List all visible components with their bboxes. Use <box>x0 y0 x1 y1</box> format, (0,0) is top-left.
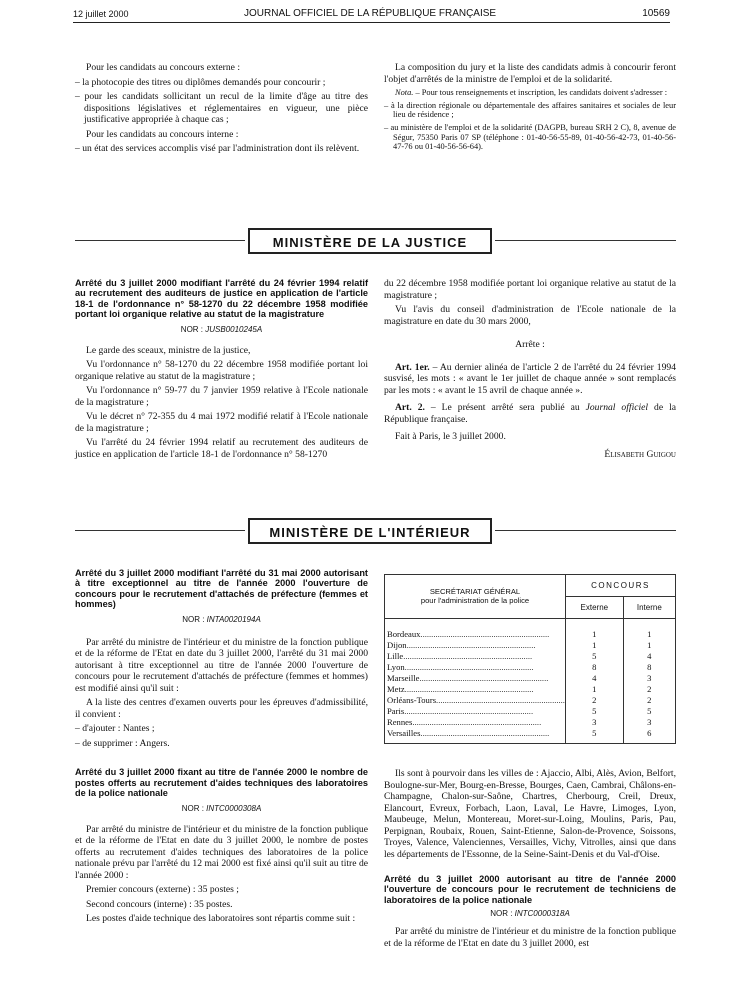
city-cell <box>385 662 566 673</box>
interne-cell: 5 <box>623 706 675 717</box>
candidats-line: – un état des services accomplis visé par l'administration dont ils relèvent. <box>75 143 360 154</box>
externe-cell: 4 <box>565 673 623 684</box>
interieur-left <box>75 568 368 928</box>
table-row <box>385 640 676 651</box>
section-rule-right <box>495 240 676 241</box>
city-cell <box>385 706 566 717</box>
externe-cell: 3 <box>565 717 623 728</box>
interne-cell: 8 <box>623 662 675 673</box>
table-row <box>385 662 676 673</box>
aides-nor-code: INTC0000308A <box>206 804 262 814</box>
city-cell <box>385 728 566 744</box>
table-row <box>385 706 676 717</box>
arrete-label: Arrête : <box>515 339 545 350</box>
city-name: Dijon <box>387 640 407 650</box>
section-rule-left <box>75 240 245 241</box>
candidats-line: – la photocopie des titres ou diplômes demandés pour concourir ; <box>75 76 326 88</box>
externe-cell: 8 <box>565 662 623 673</box>
techniciens-nor: NOR : INTC0000318A <box>490 908 570 918</box>
journal-title: JOURNAL OFFICIEL DE LA RÉPUBLIQUE FRANÇAISE <box>244 8 497 19</box>
attaches-paragraph: – d'ajouter : Nantes ; <box>75 723 155 735</box>
externe-cell: 5 <box>565 651 623 662</box>
techniciens-body: Par arrêté du ministre de l'intérieur et du ministre de la fonction publique et de la réforme de l'Etat en date du 3 juillet 2000, est <box>384 926 676 949</box>
top-right-text <box>384 62 676 155</box>
table-row <box>385 695 676 706</box>
city-name: Lille <box>387 651 404 661</box>
nota-paragraph <box>384 88 676 98</box>
leader-dots: ............................................................ <box>420 728 550 738</box>
art1-label: Art. 1er. <box>395 361 430 373</box>
nota-item: – à la direction régionale ou départementale des affaires sanitaires et sociales de leur lieu de résidence ; <box>384 100 676 120</box>
city-cell <box>385 695 566 706</box>
justice-right <box>384 278 676 463</box>
aides-paragraph: Par arrêté du ministre de l'intérieur et du ministre de la fonction publique et de la réforme de l'Etat en date du 3 juillet 2000, le nombre de postes offerts au recrutement d'aides techniques des laboratoires de la police nationale prévu par l'arrêté du 12 mai 2000 est fixé ainsi qu'il suit au titre de l'année 2000 : <box>75 823 368 881</box>
leader-dots: ............................................................ <box>404 684 534 694</box>
visa-paragraph: Vu l'ordonnance n° 59-77 du 7 janvier 1959 relative à l'Ecole nationale de la magistrature ; <box>75 385 368 408</box>
attaches-nor-code: INTA0020194A <box>206 615 261 625</box>
visa-paragraph: Vu le décret n° 72-355 du 4 mai 1972 modifié relatif à l'Ecole nationale de la magistrature ; <box>75 411 368 434</box>
table-row <box>385 717 676 728</box>
attaches-paragraph: – de supprimer : Angers. <box>75 737 170 749</box>
sg-header: SECRÉTARIAT GÉNÉRAL pour l'administration de la police <box>385 575 566 619</box>
villes-paragraph: Ils sont à pourvoir dans les villes de : Ajaccio, Albi, Alès, Avion, Belfort, Boulogne-sur-Mer, Bourg-en-Bresse, Bourges, Caen, Cambrai, Châlons-en-Champagne, Chalon-sur-Saône, Chartres, Cherbourg, Creil, Dreux, Elancourt, Evreux, Forbach, Laon, Laval, Le Havre, Limoges, Lyon, Maubeuge, Melun, Montereau, Moret-sur-Loing, Moulins, Paris, Pau, Perpignan, Roubaix, Rouen, Saint-Etienne, Salon-de-Provence, Soissons, Troyes, Valence, Valenciennes, Versailles, Vichy, Vitrolles, ainsi que dans les départements de l'Essonne, de la Seine-Saint-Denis et du Val-d'Oise. <box>384 768 676 860</box>
article-1 <box>384 362 676 397</box>
table-row <box>385 684 676 695</box>
leader-dots: ............................................................ <box>404 662 534 672</box>
nota-text: – Pour tous renseignements et inscription, les candidats doivent s'adresser : <box>413 88 668 97</box>
aides-paragraph: Les postes d'aide technique des laboratoires sont répartis comme suit : <box>86 913 356 925</box>
signature: Élisabeth Guigou <box>604 448 676 460</box>
externe-cell: 1 <box>565 640 623 651</box>
concours-rows <box>385 619 676 744</box>
justice-nor-code: JUSB0010245A <box>205 325 263 335</box>
interne-cell: 3 <box>623 673 675 684</box>
nota-item: – au ministère de l'emploi et de la solidarité (DAGPB, bureau SRH 2 C), 8, avenue de Ségur, 75350 Paris 07 SP (téléphone : 01-40-56-55-89, 01-40-56-42-73, 01-40-56-47-76 ou 01-40-56-56-64). <box>384 122 676 152</box>
attaches-arrete-title: Arrêté du 3 juillet 2000 modifiant l'arrêté du 31 mai 2000 autorisant à titre exceptionnel au titre de l'année 2000 l'ouverture de concours pour le recrutement d'attachés de préfecture (femmes et hommes) <box>75 568 368 609</box>
city-name: Paris <box>387 706 405 716</box>
city-cell <box>385 684 566 695</box>
city-name: Marseille <box>387 673 420 683</box>
candidats-line: Pour les candidats au concours interne : <box>86 128 239 140</box>
table-row <box>385 673 676 684</box>
section-heading-interieur: MINISTÈRE DE L'INTÉRIEUR <box>248 518 492 544</box>
city-cell <box>385 651 566 662</box>
table-row <box>385 651 676 662</box>
page-number: 10569 <box>642 8 670 19</box>
interne-cell: 3 <box>623 717 675 728</box>
city-name: Orléans-Tours <box>387 695 437 705</box>
interne-header: Interne <box>623 597 675 619</box>
top-left-text <box>75 62 368 158</box>
aides-arrete-title: Arrêté du 3 juillet 2000 fixant au titre de l'année 2000 le nombre de postes offerts au recrutement d'aides techniques des laboratoires de la police nationale <box>75 767 368 798</box>
city-name: Metz <box>387 684 405 694</box>
aides-body <box>75 824 368 925</box>
leader-dots: ............................................................ <box>403 651 533 661</box>
justice-left <box>75 278 368 463</box>
table-row <box>385 619 676 641</box>
fait-a-paris: Fait à Paris, le 3 juillet 2000. <box>395 431 506 442</box>
header-rule <box>73 22 670 23</box>
concours-table <box>384 574 676 744</box>
interne-cell: 2 <box>623 695 675 706</box>
art1-text: – Au dernier alinéa de l'article 2 de l'arrêté du 24 février 1994 susvisé, les mots : « avant le 1er juillet de chaque année » sont remplacés par les mots : « avant le 15 avril de chaque année ». <box>384 361 676 396</box>
section-heading-justice: MINISTÈRE DE LA JUSTICE <box>248 228 492 254</box>
concours-header: CONCOURS <box>565 575 675 597</box>
nota-list <box>384 101 676 152</box>
attaches-paragraph: A la liste des centres d'examen ouverts pour les épreuves d'admissibilité, il convient : <box>75 697 368 720</box>
city-cell <box>385 673 566 684</box>
justice-arrete-title: Arrêté du 3 juillet 2000 modifiant l'arrêté du 24 février 1994 relatif au recrutement des auditeurs de justice en application de l'article 18-1 de l'ordonnance n° 58-1270 du 22 décembre 1958 modifiée portant loi organique relative au statut de la magistrature <box>75 278 368 319</box>
justice-visas <box>75 345 368 461</box>
article-2: Art. 2. – Le présent arrêté sera publié au Journal officiel de la République française. <box>384 402 676 425</box>
city-name: Lyon <box>387 662 405 672</box>
city-name: Versailles <box>387 728 421 738</box>
leader-dots: ............................................................ <box>404 706 534 716</box>
aides-paragraph: Second concours (interne) : 35 postes. <box>86 898 233 910</box>
interne-cell: 1 <box>623 619 675 641</box>
leader-dots: ............................................................ <box>420 629 550 639</box>
interne-cell: 2 <box>623 684 675 695</box>
visa-paragraph: Vu l'avis du conseil d'administration de l'Ecole nationale de la magistrature en date du 30 mars 2000, <box>384 304 676 327</box>
city-name: Rennes <box>387 717 413 727</box>
leader-dots: ............................................................ <box>406 640 536 650</box>
visa-paragraph: Vu l'ordonnance n° 58-1270 du 22 décembre 1958 modifiée portant loi organique relative au statut de la magistrature ; <box>75 359 368 382</box>
city-cell <box>385 640 566 651</box>
table-row <box>385 728 676 744</box>
art2-label: Art. 2. <box>395 402 425 413</box>
candidats-line: Pour les candidats au concours externe : <box>86 62 240 73</box>
interieur-right <box>384 768 676 952</box>
section-rule-right-2 <box>495 530 676 531</box>
leader-dots: ............................................................ <box>412 717 542 727</box>
jury-paragraph: La composition du jury et la liste des candidats admis à concourir feront l'objet d'arrêtés de la ministre de l'emploi et de la solidarité. <box>384 62 676 85</box>
techniciens-nor-code: INTC0000318A <box>514 908 570 918</box>
visa-paragraph: Le garde des sceaux, ministre de la justice, <box>86 344 251 356</box>
externe-cell: 5 <box>565 706 623 717</box>
header-date: 12 juillet 2000 <box>73 9 129 19</box>
city-cell <box>385 717 566 728</box>
leader-dots: ............................................................ <box>436 695 565 705</box>
externe-cell: 5 <box>565 728 623 744</box>
externe-header: Externe <box>565 597 623 619</box>
visa-paragraph: du 22 décembre 1958 modifiée portant loi organique relative au statut de la magistrature ; <box>384 278 676 301</box>
candidats-line: – pour les candidats sollicitant un recul de la limite d'âge au titre des dispositions législatives et réglementaires en vigueur, une pièce justificative appropriée à chaque cas ; <box>75 91 368 125</box>
attaches-paragraph: Par arrêté du ministre de l'intérieur et du ministre de la fonction publique et de la réforme de l'Etat en date du 3 juillet 2000, l'arrêté du 31 mai 2000 autorisant à titre exceptionnel au titre de l'année 2000 l'ouverture de concours pour le recrutement d'attachés de préfecture (femmes et hommes) est modifié ainsi qu'il suit : <box>75 636 368 694</box>
externe-cell: 2 <box>565 695 623 706</box>
journal-officiel-italic: Journal officiel <box>585 402 649 413</box>
justice-nor: NOR : JUSB0010245A <box>180 325 263 335</box>
justice-visas-cont <box>384 278 676 327</box>
attaches-body <box>75 637 368 750</box>
interne-cell: 1 <box>623 640 675 651</box>
section-rule-left-2 <box>75 530 245 531</box>
city-cell <box>385 619 566 641</box>
techniciens-arrete-title: Arrêté du 3 juillet 2000 autorisant au titre de l'année 2000 l'ouverture de concours pour le recrutement de techniciens de laboratoires de la police nationale <box>384 874 676 905</box>
externe-cell: 1 <box>565 619 623 641</box>
leader-dots: ............................................................ <box>419 673 549 683</box>
externe-cell: 1 <box>565 684 623 695</box>
interne-cell: 6 <box>623 728 675 744</box>
aides-nor: NOR : INTC0000308A <box>181 804 262 814</box>
aides-paragraph: Premier concours (externe) : 35 postes ; <box>86 884 239 896</box>
nota-label: Nota. <box>395 88 414 97</box>
interne-cell: 4 <box>623 651 675 662</box>
city-name: Bordeaux <box>387 629 421 639</box>
attaches-nor: NOR : INTA0020194A <box>182 615 261 625</box>
visa-paragraph: Vu l'arrêté du 24 février 1994 relatif au recrutement des auditeurs de justice en application de l'article 18-1 de l'ordonnance n° 58-1270 <box>75 437 368 460</box>
